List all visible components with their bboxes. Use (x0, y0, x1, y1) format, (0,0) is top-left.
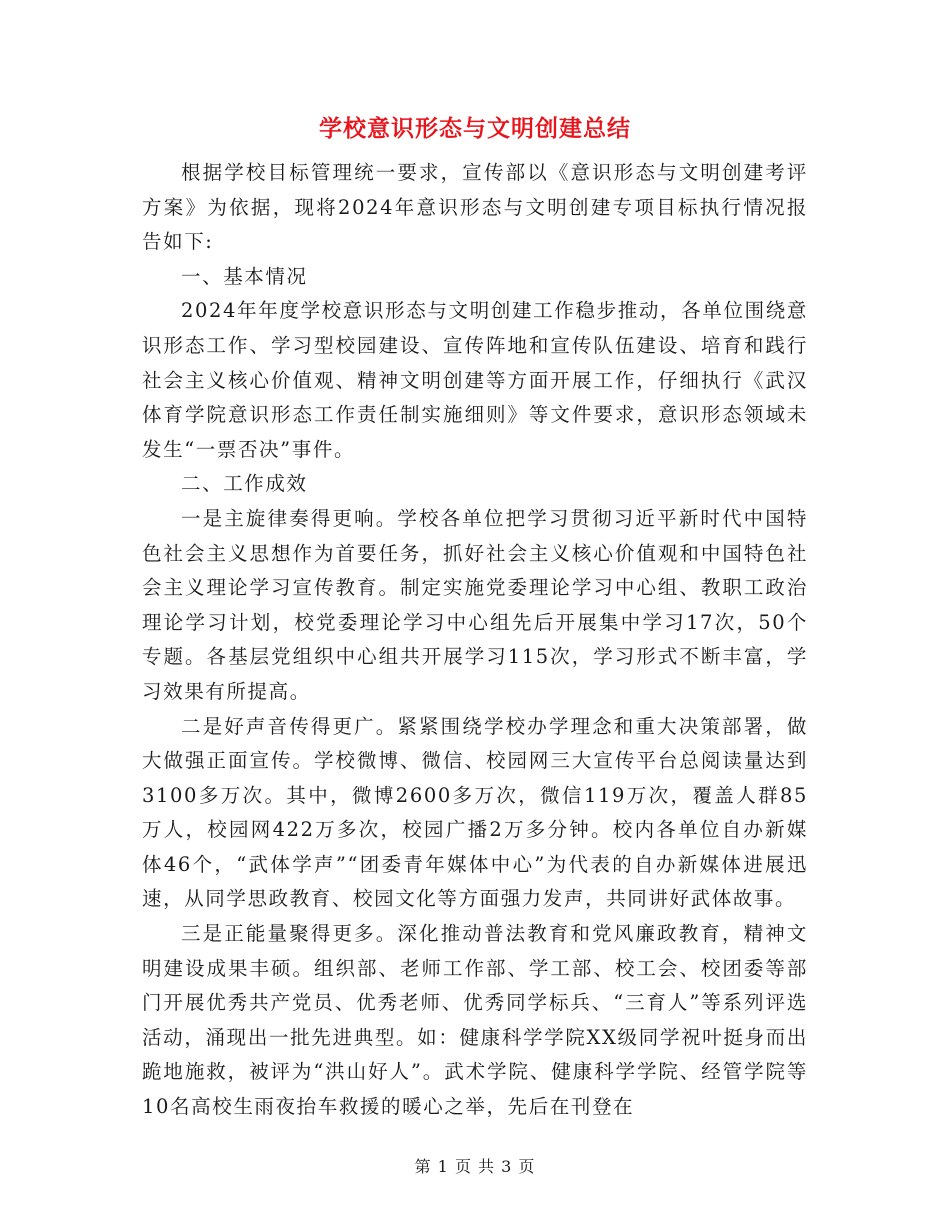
section-heading-basic: 一、基本情况 (181, 264, 308, 288)
paragraph-basic-situation: 2024年年度学校意识形态与文明创建工作稳步推动，各单位围绕意识形态工作、学习型校园建设、宣传阵地和宣传队伍建设、培育和践行社会主义核心价值观、精神文明创建等方面开展工作，仔细执行《武汉体育学院意识形态工作责任制实施细则》等文件要求，意识形态领域未发生“一票否决”事件。 (142, 299, 808, 461)
document-body (142, 156, 808, 1125)
paragraph-achievement-2: 二是好声音传得更广。紧紧围绕学校办学理念和重大决策部署，做大做强正面宣传。学校微博、微信、校园网三大宣传平台总阅读量达到3100多万次。其中，微博2600多万次，微信119万次，覆盖人群85万人，校园网422万多次，校园广播2万多分钟。校内各单位自办新媒体46个，“武体学声”“团委青年媒体中心”为代表的自办新媒体进展迅速，从同学思政教育、校园文化等方面强力发声，共同讲好武体故事。 (142, 714, 808, 911)
paragraph-achievement-3: 三是正能量聚得更多。深化推动普法教育和党风廉政教育，精神文明建设成果丰硕。组织部、老师工作部、学工部、校工会、校团委等部门开展优秀共产党员、优秀老师、优秀同学标兵、“三育人”等系列评选活动，涌现出一批先进典型。如：健康科学学院XX级同学祝叶挺身而出跪地施救，被评为“洪山好人”。武术学院、健康科学学院、经管学院等10名高校生雨夜抬车救援的暖心之举，先后在刊登在 (142, 922, 808, 1119)
paragraph-achievement-1: 一是主旋律奏得更响。学校各单位把学习贯彻习近平新时代中国特色社会主义思想作为首要任务，抓好社会主义核心价值观和中国特色社会主义理论学习宣传教育。制定实施党委理论学习中心组、教职工政治理论学习计划，校党委理论学习中心组先后开展集中学习17次，50个专题。各基层党组织中心组共开展学习115次，学习形式不断丰富，学习效果有所提高。 (142, 506, 808, 703)
document-title: 学校意识形态与文明创建总结 (319, 115, 631, 142)
page-footer: 第 1 页 共 3 页 (414, 1157, 536, 1176)
paragraph-intro: 根据学校目标管理统一要求，宣传部以《意识形态与文明创建考评方案》为依据，现将2024年意识形态与文明创建专项目标执行情况报告如下: (142, 161, 808, 254)
section-heading-achievements: 二、工作成效 (181, 472, 308, 496)
